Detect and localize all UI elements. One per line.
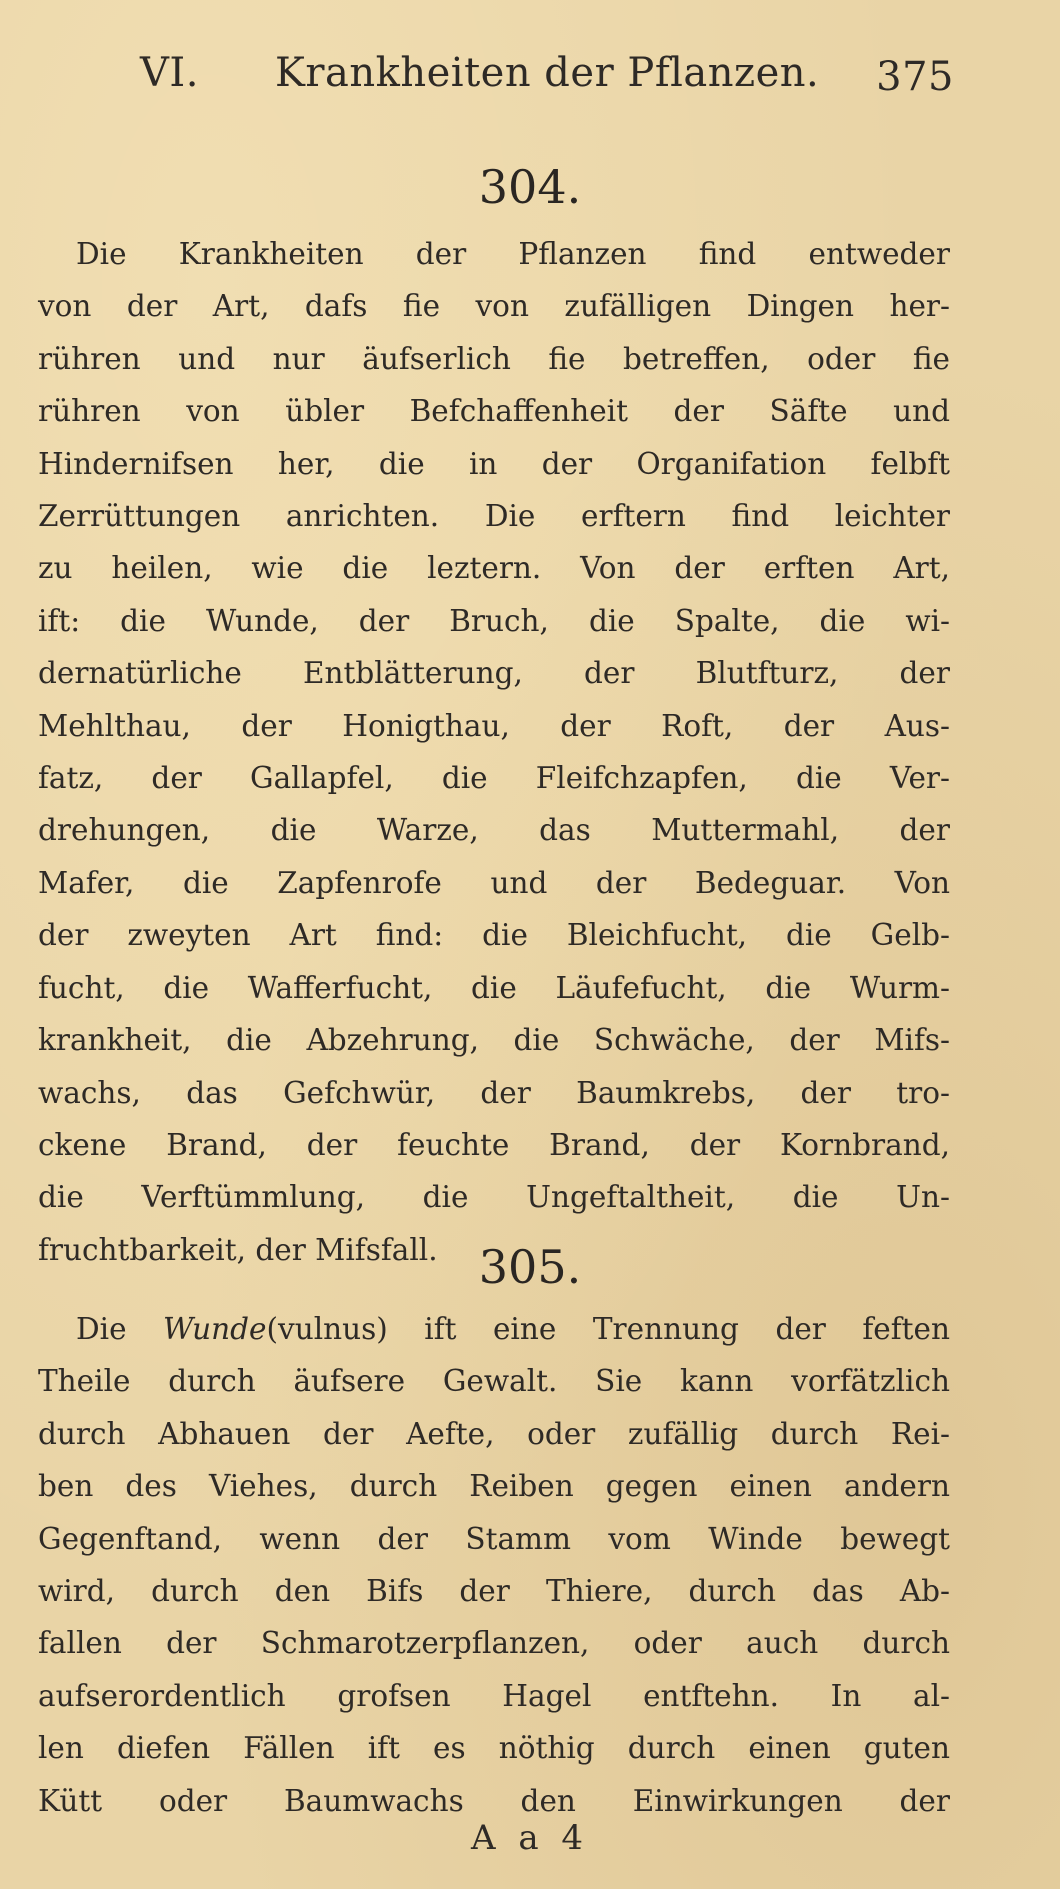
section-number-304: 304. xyxy=(478,160,582,214)
text-line: ckene Brand, der feuchte Brand, der Kornbrand, xyxy=(38,1127,950,1162)
text-line: Hindernifsen her, die in der Organifation felbft xyxy=(38,446,950,481)
text-line: die Verftümmlung, die Ungeftaltheit, die Un- xyxy=(38,1180,950,1215)
text-line xyxy=(38,1303,950,1355)
text-line: fatz, der Gallapfel, die Fleifchzapfen, die Ver- xyxy=(38,761,950,796)
paragraph-304 xyxy=(38,228,950,1276)
text-line: rühren und nur äufserlich fie betreffen, oder fie xyxy=(38,341,950,376)
line-rest: (vulnus) ift eine Trennung der feften xyxy=(266,1312,950,1346)
text-line: rühren von übler Befchaffenheit der Säfte und xyxy=(38,394,950,429)
text-line: wird, durch den Bifs der Thiere, durch das Ab- xyxy=(38,1574,950,1609)
signature-mark: A a 4 xyxy=(470,1818,590,1858)
line-prefix: Die xyxy=(76,1312,164,1346)
running-head xyxy=(140,50,960,120)
text-line: ben des Viehes, durch Reiben gegen einen andern xyxy=(38,1469,950,1504)
text-line: durch Abhauen der Aefte, oder zufällig durch Rei- xyxy=(38,1416,950,1451)
text-line: Gegenftand, wenn der Stamm vom Winde bewegt xyxy=(38,1521,950,1556)
text-line: Mehlthau, der Honigthau, der Roft, der Aus- xyxy=(38,708,950,743)
text-line: Die Krankheiten der Pflanzen find entweder xyxy=(76,237,950,271)
text-line: zu heilen, wie die leztern. Von der erften Art, xyxy=(38,551,950,586)
text-line: der zweyten Art find: die Bleichfucht, die Gelb- xyxy=(38,918,950,953)
text-line: drehungen, die Warze, das Muttermahl, der xyxy=(38,813,950,848)
chapter-title: Krankheiten der Pflanzen. xyxy=(275,50,820,96)
chapter-number: VI. xyxy=(140,50,199,96)
text-line: Mafer, die Zapfenrofe und der Bedeguar. Von xyxy=(38,865,950,900)
text-line: Zerrüttungen anrichten. Die erftern find leichter xyxy=(38,499,950,534)
text-line: fallen der Schmarotzerpflanzen, oder auch durch xyxy=(38,1626,950,1661)
text-line: krankheit, die Abzehrung, die Schwäche, der Mifs- xyxy=(38,1023,950,1058)
text-line: len diefen Fällen ift es nöthig durch einen guten xyxy=(38,1731,950,1766)
section-number-305: 305. xyxy=(478,1240,582,1294)
text-line: ift: die Wunde, der Bruch, die Spalte, die wi- xyxy=(38,603,950,638)
text-line: von der Art, dafs fie von zufälligen Dingen her- xyxy=(38,289,950,324)
text-line: dernatürliche Entblätterung, der Blutfturz, der xyxy=(38,656,950,691)
text-line: aufserordentlich grofsen Hagel entftehn. In al- xyxy=(38,1678,950,1713)
page-number: 375 xyxy=(876,54,954,100)
paragraph-305 xyxy=(38,1303,950,1827)
text-line: Theile durch äufsere Gewalt. Sie kann vorfätzlich xyxy=(38,1364,950,1399)
text-line: wachs, das Gefchwür, der Baumkrebs, der tro- xyxy=(38,1075,950,1110)
emphasized-term: Wunde xyxy=(163,1312,267,1346)
text-line: fucht, die Wafferfucht, die Läufefucht, die Wurm- xyxy=(38,970,950,1005)
text-line: Kütt oder Baumwachs den Einwirkungen der xyxy=(38,1783,950,1818)
text-line: fruchtbarkeit, der Mifsfall. xyxy=(38,1232,438,1267)
